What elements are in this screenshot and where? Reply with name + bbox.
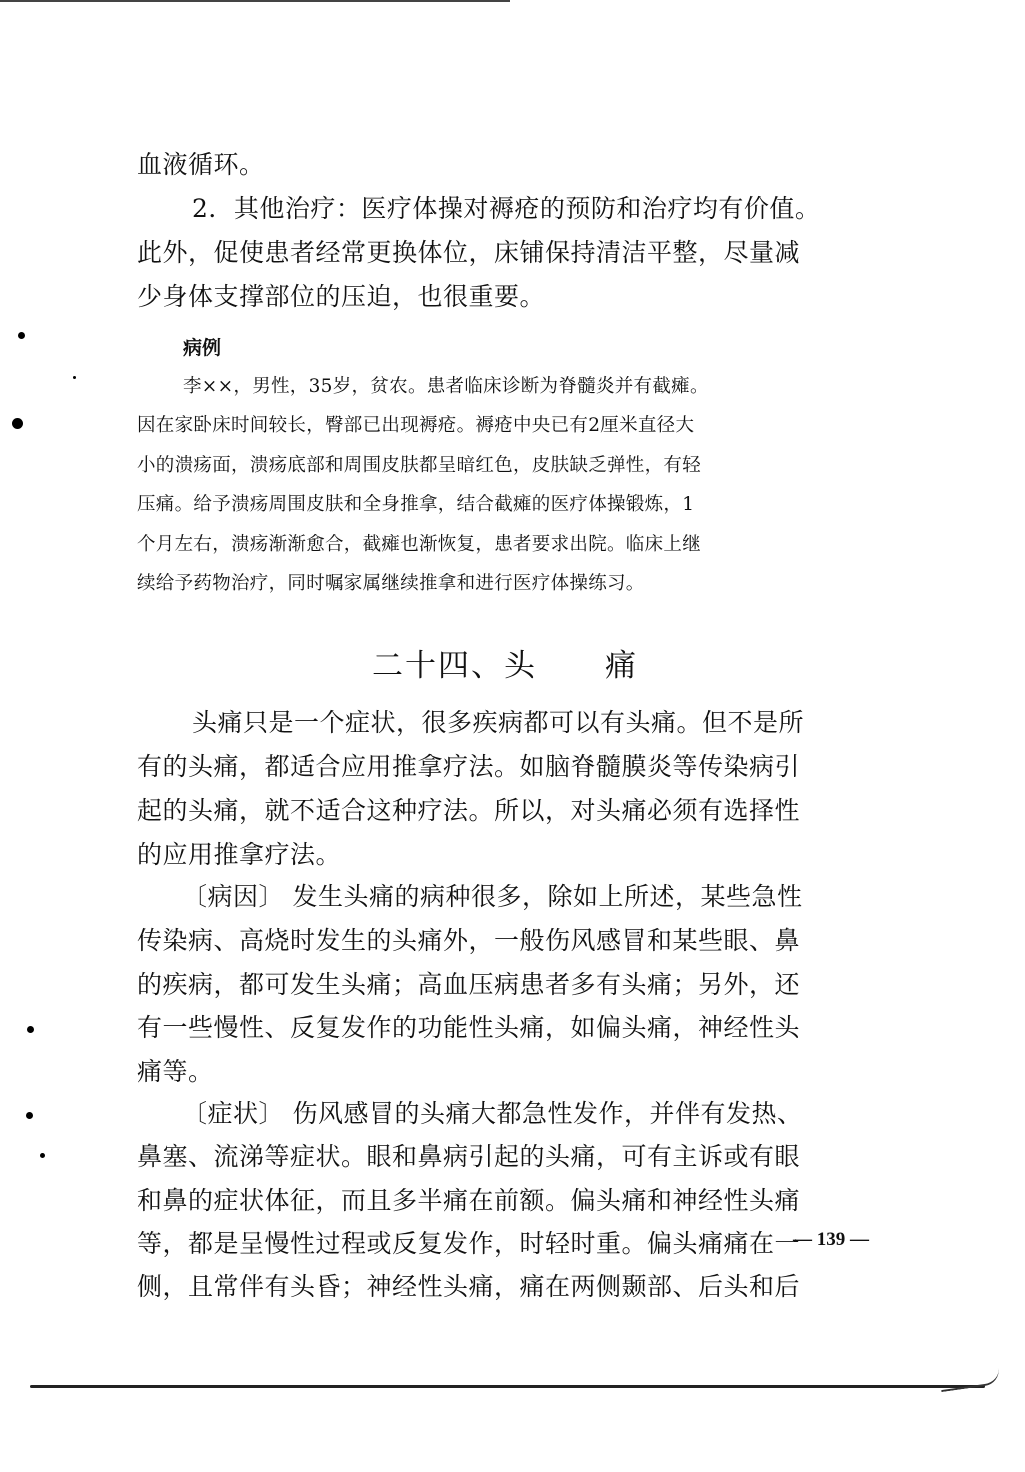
case-line: 个月左右，溃疡渐渐愈合，截瘫也渐恢复，患者要求出院。临床上继 bbox=[137, 534, 702, 555]
scan-speck bbox=[73, 376, 76, 379]
scan-speck bbox=[12, 418, 23, 429]
body-line: 〔病因〕 发生头痛的病种很多，除如上所述，某些急性 bbox=[182, 882, 803, 911]
body-line: 有的头痛，都适合应用推拿疗法。如脑脊髓膜炎等传染病引 bbox=[137, 752, 801, 781]
bottom-rule bbox=[30, 1385, 985, 1388]
top-rule bbox=[0, 0, 510, 2]
section-title-part1: 二十四、头 bbox=[372, 648, 537, 684]
case-line: 因在家卧床时间较长，臀部已出现褥疮。褥疮中央已有2厘米直径大 bbox=[137, 415, 695, 436]
body-line: 等，都是呈慢性过程或反复发作，时轻时重。偏头痛痛在一 bbox=[137, 1229, 801, 1258]
scan-speck bbox=[18, 332, 25, 339]
page-number: — 139 — bbox=[793, 1229, 869, 1250]
body-line: 2．其他治疗：医疗体操对褥疮的预防和治疗均有价值。 bbox=[192, 194, 821, 223]
scan-speck bbox=[26, 1112, 33, 1119]
section-title-part2: 痛 bbox=[605, 648, 638, 684]
body-line: 有一些慢性、反复发作的功能性头痛，如偏头痛，神经性头 bbox=[137, 1013, 801, 1042]
case-line: 小的溃疡面，溃疡底部和周围皮肤都呈暗红色，皮肤缺乏弹性，有轻 bbox=[137, 455, 702, 476]
body-line: 头痛只是一个症状，很多疾病都可以有头痛。但不是所 bbox=[192, 708, 805, 737]
body-line: 少身体支撑部位的压迫，也很重要。 bbox=[137, 282, 546, 311]
body-line: 痛等。 bbox=[137, 1057, 214, 1086]
case-line: 续给予药物治疗，同时嘱家属继续推拿和进行医疗体操练习。 bbox=[137, 573, 645, 594]
body-line: 血液循环。 bbox=[137, 150, 265, 179]
body-line: 起的头痛，就不适合这种疗法。所以，对头痛必须有选择性 bbox=[137, 796, 801, 825]
scan-speck bbox=[27, 1026, 34, 1033]
body-line: 的应用推拿疗法。 bbox=[137, 840, 342, 869]
case-heading: 病例 bbox=[183, 337, 222, 359]
scan-speck bbox=[40, 1153, 45, 1158]
body-line: 此外，促使患者经常更换体位，床铺保持清洁平整，尽量减 bbox=[137, 238, 801, 267]
body-line: 的疾病，都可发生头痛；高血压病患者多有头痛；另外，还 bbox=[137, 970, 801, 999]
section-title bbox=[372, 640, 638, 685]
body-line: 侧，且常伴有头昏；神经性头痛，痛在两侧颞部、后头和后 bbox=[137, 1272, 801, 1301]
body-line: 〔症状〕 伤风感冒的头痛大都急性发作，并伴有发热、 bbox=[182, 1099, 803, 1128]
body-line: 传染病、高烧时发生的头痛外，一般伤风感冒和某些眼、鼻 bbox=[137, 926, 801, 955]
case-line: 压痛。给予溃疡周围皮肤和全身推拿，结合截瘫的医疗体操锻炼，1 bbox=[137, 494, 695, 515]
bottom-rule-tail bbox=[939, 1368, 1001, 1392]
body-line: 鼻塞、流涕等症状。眼和鼻病引起的头痛，可有主诉或有眼 bbox=[137, 1142, 801, 1171]
body-line: 和鼻的症状体征，而且多半痛在前额。偏头痛和神经性头痛 bbox=[137, 1186, 801, 1215]
case-line: 李××，男性，35岁，贫农。患者临床诊断为脊髓炎并有截瘫。 bbox=[183, 376, 709, 397]
